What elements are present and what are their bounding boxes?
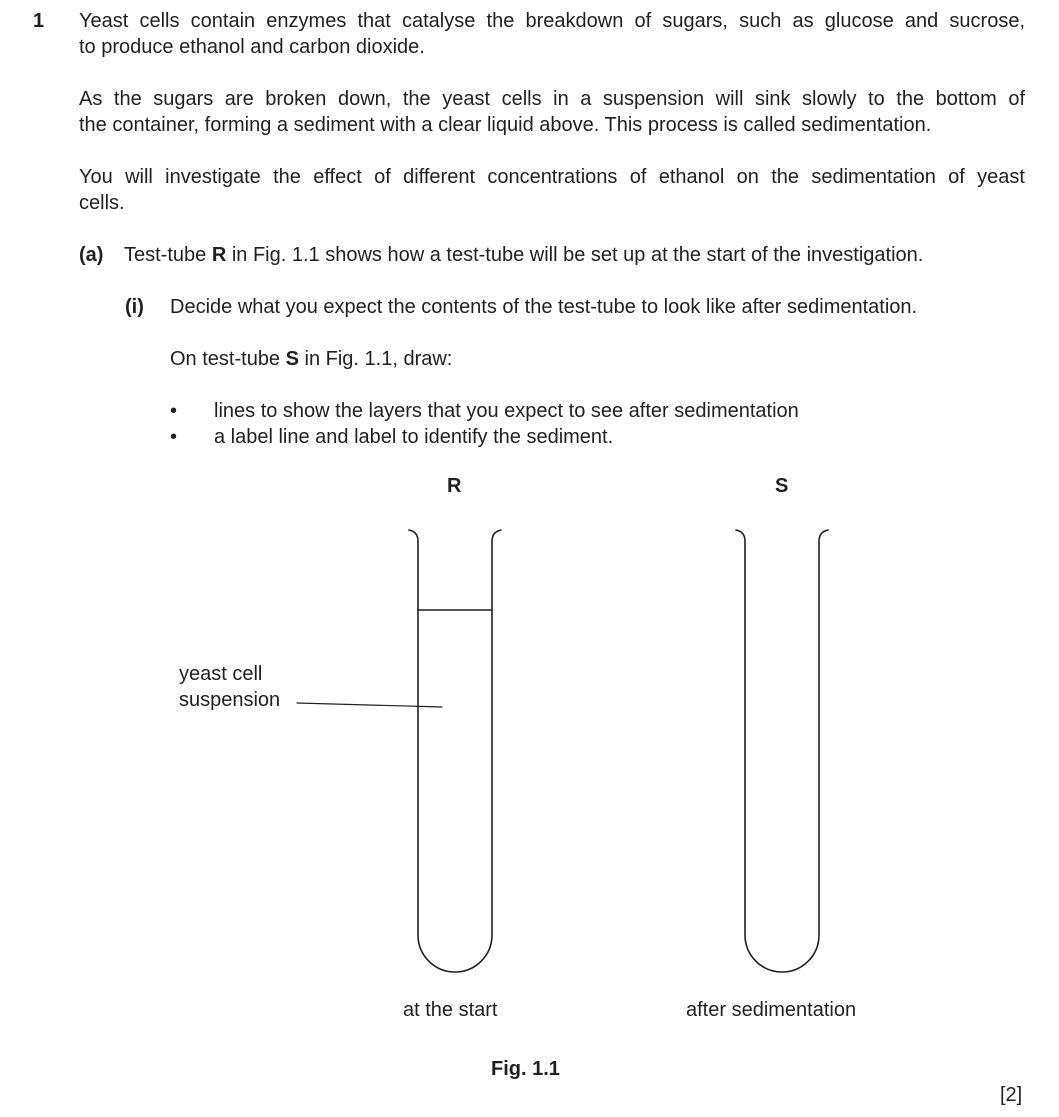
para3-line-2: cells. bbox=[79, 192, 125, 214]
suspension-label-line-2: suspension bbox=[179, 689, 281, 711]
part-i-label: (i) bbox=[125, 296, 144, 318]
marks: [2] bbox=[1000, 1084, 1023, 1106]
bullet-marker-2: • bbox=[170, 426, 178, 448]
tube-s-outline bbox=[736, 530, 828, 972]
caption-at-start: at the start bbox=[403, 999, 498, 1021]
intro-line-1: Yeast cells contain enzymes that catalyse the breakdown of sugars, such as glucose and sucrose, bbox=[79, 10, 1025, 32]
para2-line-2: the container, forming a sediment with a clear liquid above. This process is called sedimentation. bbox=[79, 114, 932, 136]
instruction-tube-s: S bbox=[285, 348, 299, 370]
part-i-text: Decide what you expect the contents of the test-tube to look like after sedimentation. bbox=[170, 296, 918, 318]
part-a-text-after: in Fig. 1.1 shows how a test-tube will be set up at the start of the investigation. bbox=[226, 244, 924, 266]
para2-line-1: As the sugars are broken down, the yeast cells in a suspension will sink slowly to the bottom of bbox=[79, 88, 1025, 110]
part-a-label: (a) bbox=[79, 244, 104, 266]
tube-r-label: R bbox=[447, 475, 462, 497]
bullet-item-2: a label line and label to identify the sediment. bbox=[214, 426, 614, 448]
tube-s-label: S bbox=[775, 475, 789, 497]
intro-line-2: to produce ethanol and carbon dioxide. bbox=[79, 36, 425, 58]
question-number: 1 bbox=[33, 10, 45, 32]
bullet-item-1: lines to show the layers that you expect to see after sedimentation bbox=[214, 400, 799, 422]
bullet-marker-1: • bbox=[170, 400, 178, 422]
tube-r-outline bbox=[409, 530, 501, 972]
instruction-before: On test-tube bbox=[170, 348, 286, 370]
part-a-tube-r: R bbox=[211, 244, 227, 266]
part-a-text-before: Test-tube bbox=[124, 244, 212, 266]
para3-line-1: You will investigate the effect of different concentrations of ethanol on the sedimentation of yeast bbox=[79, 166, 1025, 188]
suspension-label-line-1: yeast cell bbox=[179, 663, 263, 685]
instruction-after: in Fig. 1.1, draw: bbox=[298, 348, 453, 370]
figure-title: Fig. 1.1 bbox=[491, 1058, 560, 1080]
caption-after-sedimentation: after sedimentation bbox=[686, 999, 857, 1021]
suspension-label-line bbox=[297, 703, 442, 707]
